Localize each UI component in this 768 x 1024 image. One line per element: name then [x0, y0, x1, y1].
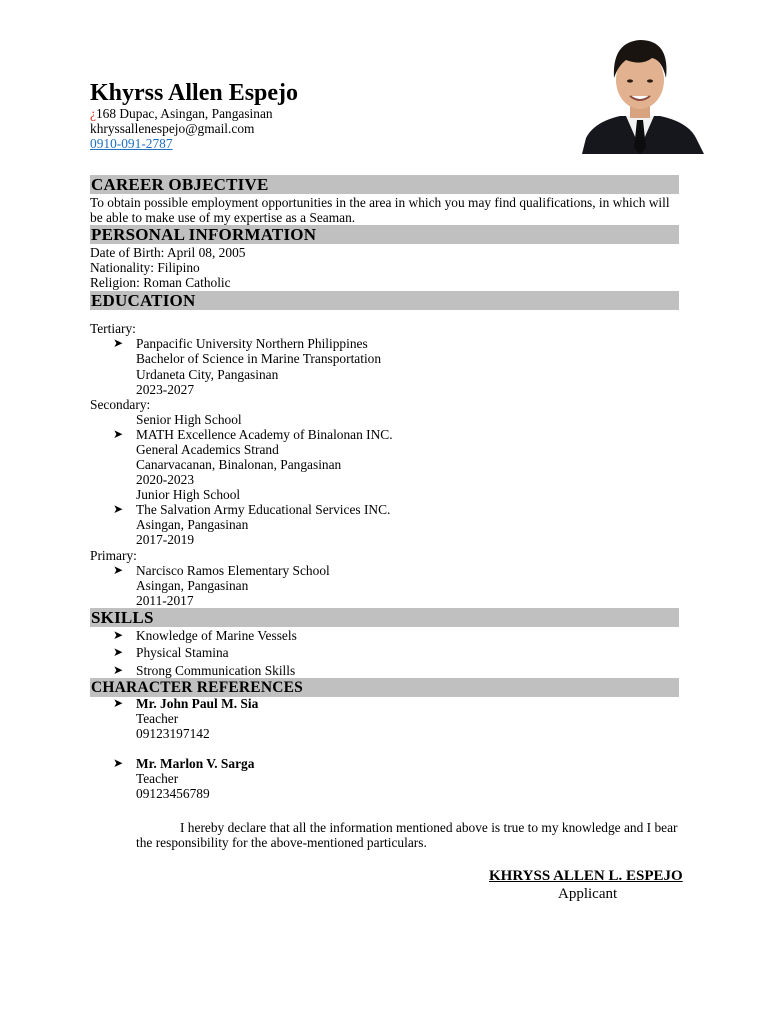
career-objective-text: To obtain possible employment opportunities in the area in which you may find qualifications, in which will be able to make use of my expertise as a Seaman. [90, 195, 670, 225]
tertiary-years: 2023-2027 [136, 382, 195, 397]
primary-location: Asingan, Pangasinan [136, 578, 249, 593]
address-mark: ¿ [90, 106, 96, 121]
jhs-location: Asingan, Pangasinan [136, 517, 249, 532]
email-text: khryssallenespejo@gmail.com [90, 121, 255, 136]
jhs-school: The Salvation Army Educational Services INC. [136, 502, 391, 517]
shs-location: Canarvacanan, Binalonan, Pangasinan [136, 457, 342, 472]
reference-name: Mr. Marlon V. Sarga [136, 756, 255, 771]
arrowhead-bullet-icon: ➤ [113, 756, 124, 770]
primary-years: 2011-2017 [136, 593, 194, 608]
reference-role: Teacher [136, 771, 179, 786]
reference-name: Mr. John Paul M. Sia [136, 696, 259, 711]
jhs-label: Junior High School [136, 487, 241, 502]
personal-information-heading: PERSONAL INFORMATION [90, 225, 679, 244]
reference-phone: 09123456789 [136, 786, 210, 801]
applicant-photo [568, 26, 712, 154]
phone-link[interactable]: 0910-091-2787 [90, 136, 173, 151]
secondary-label: Secondary: [90, 397, 151, 412]
arrowhead-bullet-icon: ➤ [113, 563, 124, 577]
signature-name: KHRYSS ALLEN L. ESPEJO [489, 868, 683, 884]
address-text: 168 Dupac, Asingan, Pangasinan [95, 106, 273, 121]
reference-role: Teacher [136, 711, 179, 726]
shs-years: 2020-2023 [136, 472, 195, 487]
shs-school: MATH Excellence Academy of Binalonan INC. [136, 427, 393, 442]
arrowhead-bullet-icon: ➤ [113, 663, 124, 677]
arrowhead-bullet-icon: ➤ [113, 502, 124, 516]
reference-phone: 09123197142 [136, 726, 210, 741]
primary-school: Narcisco Ramos Elementary School [136, 563, 330, 578]
address-line [90, 106, 273, 121]
arrowhead-bullet-icon: ➤ [113, 427, 124, 441]
shs-label: Senior High School [136, 412, 242, 427]
tertiary-label: Tertiary: [90, 321, 136, 336]
references-heading: CHARACTER REFERENCES [90, 678, 679, 697]
skill-item: Physical Stamina [136, 645, 229, 660]
education-heading: EDUCATION [90, 291, 679, 310]
arrowhead-bullet-icon: ➤ [113, 336, 124, 350]
career-objective-heading: CAREER OBJECTIVE [90, 175, 679, 194]
arrowhead-bullet-icon: ➤ [113, 645, 124, 659]
nationality: Nationality: Filipino [90, 260, 200, 275]
skill-item: Strong Communication Skills [136, 663, 296, 678]
arrowhead-bullet-icon: ➤ [113, 696, 124, 710]
religion: Religion: Roman Catholic [90, 275, 231, 290]
applicant-name: Khyrss Allen Espejo [90, 80, 299, 106]
declaration-text: I hereby declare that all the information mentioned above is true to my knowledge and I bear the responsibility for the above-mentioned particulars. [136, 820, 678, 850]
arrowhead-bullet-icon: ➤ [113, 628, 124, 642]
tertiary-degree: Bachelor of Science in Marine Transportation [136, 351, 382, 366]
tertiary-location: Urdaneta City, Pangasinan [136, 367, 279, 382]
skills-heading: SKILLS [90, 608, 679, 627]
primary-label: Primary: [90, 548, 137, 563]
jhs-years: 2017-2019 [136, 532, 195, 547]
skill-item: Knowledge of Marine Vessels [136, 628, 297, 643]
shs-strand: General Academics Strand [136, 442, 279, 457]
signature-role: Applicant [558, 886, 618, 902]
tertiary-school: Panpacific University Northern Philippines [136, 336, 368, 351]
date-of-birth: Date of Birth: April 08, 2005 [90, 245, 246, 260]
